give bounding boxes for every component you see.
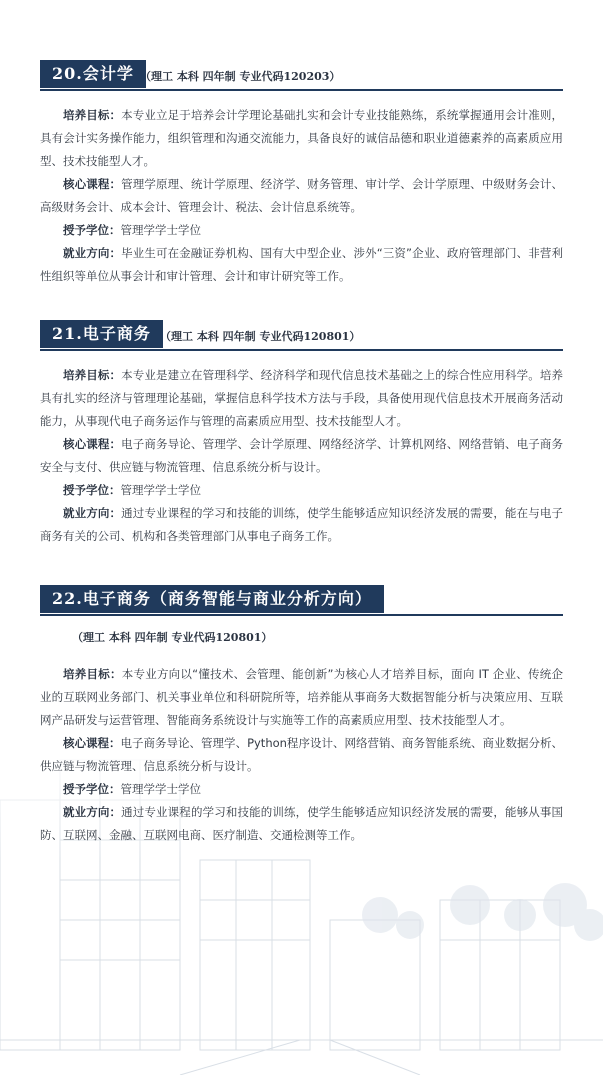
training-goal xyxy=(40,663,563,732)
training-goal xyxy=(40,104,563,173)
section-e-commerce xyxy=(0,320,603,548)
label: 培养目标： xyxy=(63,368,122,382)
section-meta: （理工 本科 四年制 专业代码120801） xyxy=(72,631,273,644)
section-title: 20.会计学 xyxy=(40,60,146,88)
title-underline xyxy=(40,89,563,91)
text: 管理学学士学位 xyxy=(120,223,201,237)
section-title-row xyxy=(0,585,603,615)
career-direction xyxy=(40,502,563,548)
text: 通过专业课程的学习和技能的训练，使学生能够适应知识经济发展的需要，能够从事国防、互联网、金融、互联网电商、医疗制造、交通检测等工作。 xyxy=(40,805,563,842)
text: 管理学学士学位 xyxy=(120,483,201,497)
title-underline xyxy=(40,349,563,351)
label: 培养目标： xyxy=(63,667,122,681)
section-e-commerce-business-intelligence xyxy=(0,585,603,847)
text: 管理学原理、统计学原理、经济学、财务管理、审计学、会计学原理、中级财务会计、高级财务会计、成本会计、管理会计、税法、会计信息系统等。 xyxy=(40,177,563,214)
label: 授予学位： xyxy=(63,223,121,237)
text: 电子商务导论、管理学、会计学原理、网络经济学、计算机网络、网络营销、电子商务安全与支付、供应链与物流管理、信息系统分析与设计。 xyxy=(40,437,563,474)
section-title: 22.电子商务（商务智能与商业分析方向） xyxy=(40,585,384,613)
label: 就业方向： xyxy=(63,506,122,520)
section-meta: （理工 本科 四年制 专业代码120801） xyxy=(160,330,361,343)
section-body xyxy=(40,104,563,288)
text: 本专业立足于培养会计学理论基础扎实和会计专业技能熟练，系统掌握通用会计准则，具有会计实务操作能力，组织管理和沟通交流能力，具备良好的诚信品德和职业道德素养的高素质应用型、技术技能型人才。 xyxy=(40,108,563,168)
degree xyxy=(40,479,563,502)
core-courses xyxy=(40,173,563,219)
label: 核心课程： xyxy=(63,437,122,451)
label: 授予学位： xyxy=(63,782,121,796)
core-courses xyxy=(40,433,563,479)
core-courses xyxy=(40,732,563,778)
career-direction xyxy=(40,242,563,288)
label: 核心课程： xyxy=(63,736,121,750)
section-body xyxy=(40,364,563,548)
section-title-row xyxy=(0,60,603,90)
section-body xyxy=(40,663,563,847)
text: 本专业是建立在管理科学、经济科学和现代信息技术基础之上的综合性应用科学。培养具有扎实的经济与管理理论基础，掌握信息科学技术方法与手段，具备使用现代信息技术开展商务活动能力，从事现代电子商务运作与管理的高素质应用型、技术技能型人才。 xyxy=(40,368,563,428)
degree xyxy=(40,219,563,242)
section-title-row xyxy=(0,320,603,350)
degree xyxy=(40,778,563,801)
section-meta: （理工 本科 四年制 专业代码120203） xyxy=(140,70,341,83)
text: 毕业生可在金融证券机构、国有大中型企业、涉外“三资”企业、政府管理部门、非营利性组织等单位从事会计和审计管理、会计和审计研究等工作。 xyxy=(40,246,563,283)
label: 核心课程： xyxy=(63,177,122,191)
text: 管理学学士学位 xyxy=(120,782,201,796)
career-direction xyxy=(40,801,563,847)
label: 培养目标： xyxy=(63,108,122,122)
text: 电子商务导论、管理学、Python程序设计、网络营销、商务智能系统、商业数据分析、供应链与物流管理、信息系统分析与设计。 xyxy=(40,736,564,773)
section-title: 21.电子商务 xyxy=(40,320,163,348)
text: 通过专业课程的学习和技能的训练，使学生能够适应知识经济发展的需要，能在与电子商务有关的公司、机构和各类管理部门从事电子商务工作。 xyxy=(40,506,563,543)
label: 就业方向： xyxy=(63,246,122,260)
text: 本专业方向以“懂技术、会管理、能创新”为核心人才培养目标，面向 IT 企业、传统企业的互联网业务部门、机关事业单位和科研院所等，培养能从事商务大数据智能分析与决策应用、互联网产品研发与运营管理、智能商务系统设计与实施等工作的高素质应用型、技术技能型人才。 xyxy=(40,667,564,727)
label: 就业方向： xyxy=(63,805,122,819)
title-underline xyxy=(40,614,563,616)
section-accounting xyxy=(0,60,603,288)
label: 授予学位： xyxy=(63,483,121,497)
training-goal xyxy=(40,364,563,433)
